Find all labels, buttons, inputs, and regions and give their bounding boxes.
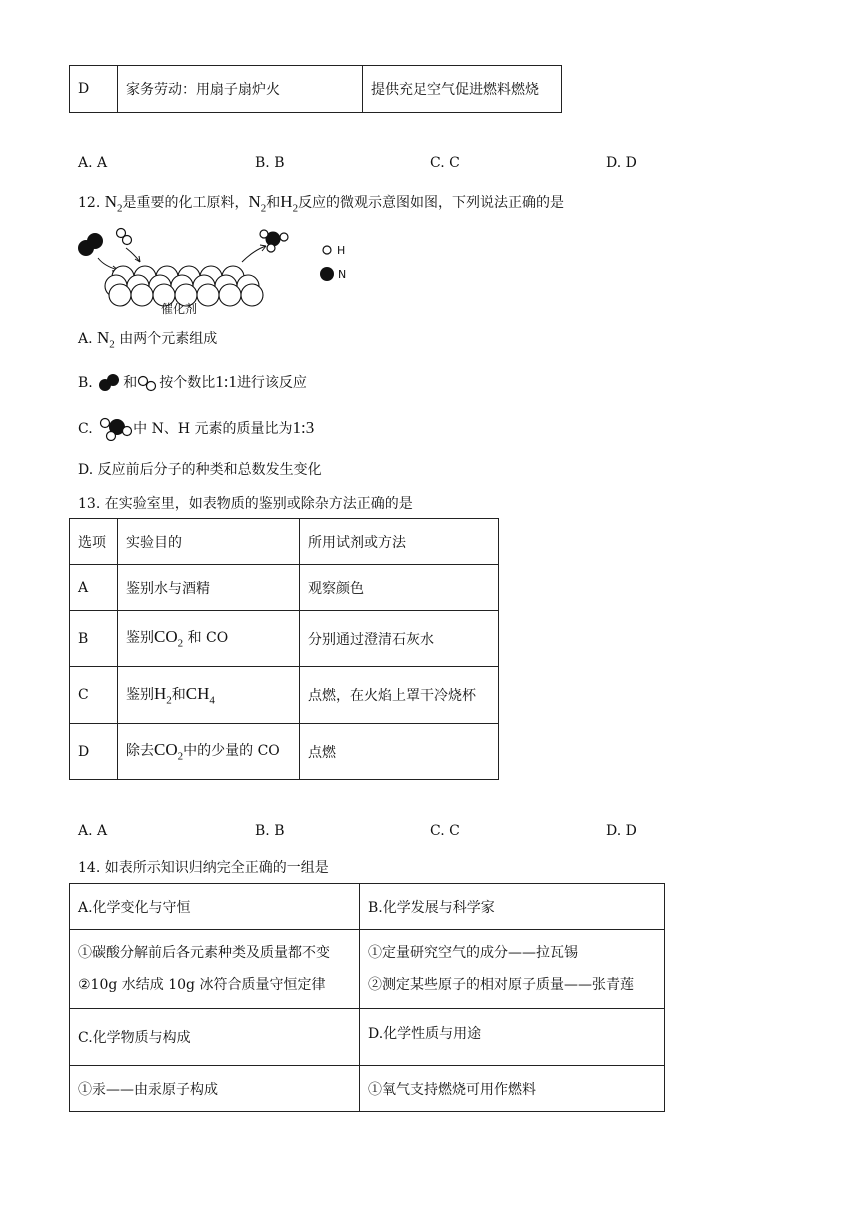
q14-b-items [360,930,665,1009]
q13-row-c-goal: 鉴别$H_2$和$CH_4$ [118,667,300,724]
q11-option-c[interactable]: C. C [430,155,460,171]
q11-options [78,155,638,175]
q14-stem: 14. 如表所示知识归纳完全正确的一组是 [78,860,329,876]
table-row [70,724,499,780]
h2-molecule-icon [137,373,159,393]
q13-row-c-method: 点燃，在火焰上罩干冷烧杯 [300,667,499,724]
q13-row-a-method: 观察颜色 [300,565,499,611]
q13-row-b-method: 分别通过澄清石灰水 [300,611,499,667]
q13-row-b-goal: 鉴别$CO_2$ 和 CO [118,611,300,667]
q13-row-d-label: D [70,724,118,780]
q13-option-d[interactable]: D. D [606,823,637,839]
q13-table [69,518,499,780]
q14-a-item-1: ①碳酸分解前后各元素种类及质量都不变 [78,945,330,961]
q14-c-title: C.化学物质与构成 [70,1009,360,1066]
q12-choice-b[interactable]: B. 和 按个数比1:1进行该反应 [78,372,307,391]
q13-row-d-goal: 除去$CO_2$中的少量的 CO [118,724,300,780]
q13-options [78,823,638,843]
arrow-icon [242,246,266,262]
q11-option-a[interactable]: A. A [78,155,108,171]
q11-option-d[interactable]: D. D [606,155,637,171]
h-atom [123,236,132,245]
nh3-molecule-icon [97,417,133,441]
q11-row-d-table [69,65,562,113]
legend-h-label: H [337,244,346,257]
q14-d-item-1: ①氧气支持燃烧可用作燃料 [360,1066,665,1112]
q12-number: 12. [78,195,101,211]
q12-n2: $N_2$ [104,192,123,215]
q14-b-item-2: ②测定某些原子的相对原子质量——张青莲 [368,977,634,993]
q11-option-b[interactable]: B. B [255,155,285,171]
q12-choice-c[interactable]: C. 中 N、H 元素的质量比为1:3 [78,417,314,441]
h-atom [267,244,275,252]
q11-row-d-principle: 提供充足空气促进燃料燃烧 [363,66,562,113]
q12-text-1: 是重要的化工原料， [122,195,249,211]
q13-option-a[interactable]: A. A [78,823,108,839]
q12-h2: $H_2$ [280,192,299,215]
n2-molecule-icon [97,373,123,393]
q13-row-b-label: B [70,611,118,667]
q12-reaction-diagram [76,224,376,319]
q13-header-option: 选项 [70,519,118,565]
n2-formula: $N_2$ [97,328,115,351]
table-row [70,565,499,611]
q12-text-3: 反应的微观示意图如图，下列说法正确的是 [298,195,565,211]
q13-stem: 13. 在实验室里，如表物质的鉴别或除杂方法正确的是 [78,496,413,512]
q14-a-title: A.化学变化与守恒 [70,884,360,930]
q12-text-2: 和 [266,195,281,211]
q12-stem [78,192,564,214]
q11-row-d-label: D [70,66,118,113]
q14-b-title: B.化学发展与科学家 [360,884,665,930]
h-atom [280,233,288,241]
q13-row-a-goal: 鉴别水与酒精 [118,565,300,611]
q12-choice-d[interactable]: D. 反应前后分子的种类和总数发生变化 [78,462,322,478]
q13-header-goal: 实验目的 [118,519,300,565]
q13-row-a-label: A [70,565,118,611]
q13-row-d-method: 点燃 [300,724,499,780]
q13-header-method: 所用试剂或方法 [300,519,499,565]
arrow-icon [126,248,140,262]
h-atom [260,230,268,238]
q12-n2-b: $N_2$ [248,192,267,215]
q14-c-item-1: ①汞——由汞原子构成 [70,1066,360,1112]
q13-option-b[interactable]: B. B [255,823,285,839]
q14-d-title: D.化学性质与用途 [360,1009,665,1066]
n-atom [87,233,103,249]
q11-row-d-activity: 家务劳动：用扇子扇炉火 [118,66,363,113]
q14-a-item-2: ②10g 水结成 10g 冰符合质量守恒定律 [78,977,326,993]
q13-row-c-label: C [70,667,118,724]
legend-h-icon [323,246,331,254]
table-row [70,611,499,667]
q14-a-items [70,930,360,1009]
q14-table [69,883,665,1112]
q14-b-item-1: ①定量研究空气的成分——拉瓦锡 [368,945,578,961]
legend-n-label: N [338,268,347,281]
q12-choice-a[interactable]: A. $N_2$ 由两个元素组成 [78,328,218,351]
catalyst-label: 催化剂 [161,302,198,316]
table-row [70,667,499,724]
q13-option-c[interactable]: C. C [430,823,460,839]
legend-n-icon [320,267,334,281]
